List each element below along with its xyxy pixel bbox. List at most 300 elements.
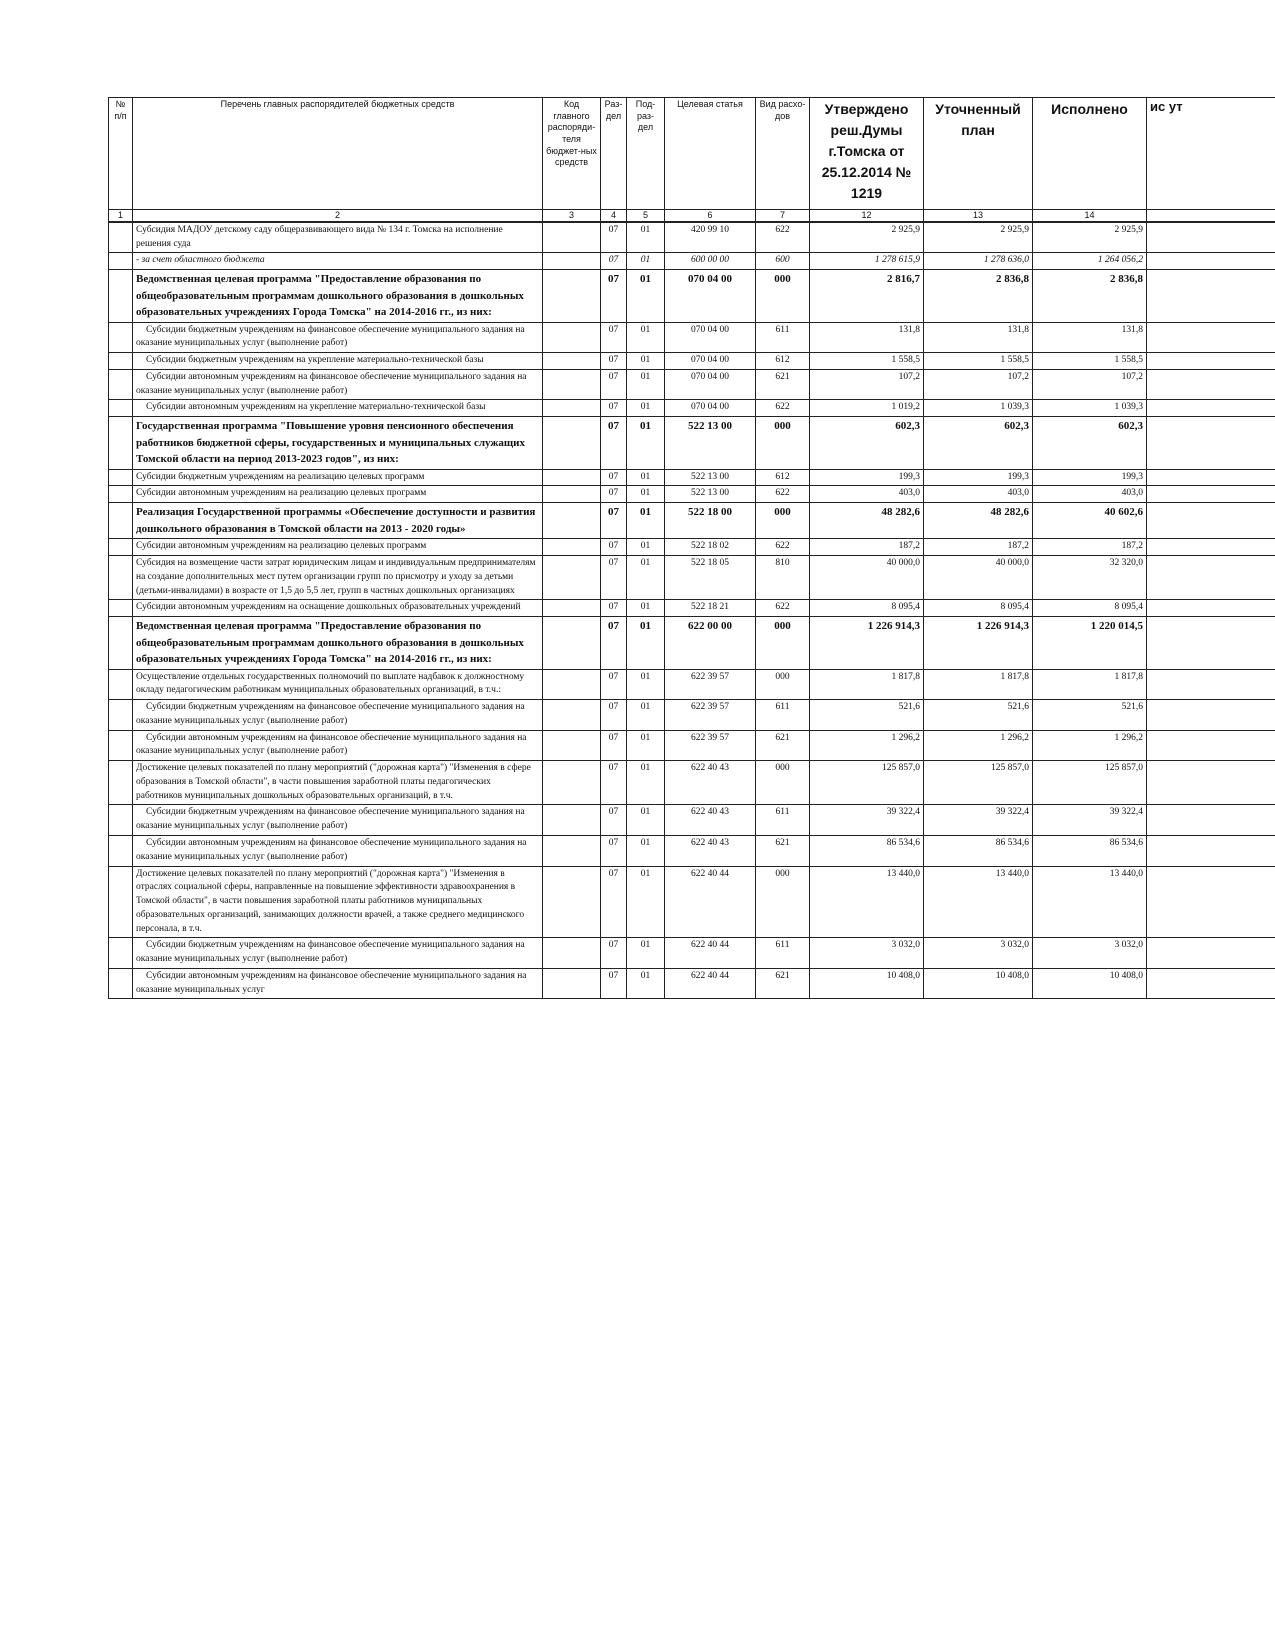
header-name: Перечень главных распорядителей бюджетных средств (133, 98, 543, 210)
row-vid: 000 (756, 617, 810, 670)
table-row (109, 617, 1275, 670)
row-num (109, 866, 133, 938)
row-code (543, 938, 601, 969)
row-done: 3 032,0 (1033, 938, 1147, 969)
row-approved: 86 534,6 (810, 835, 924, 866)
row-done: 32 320,0 (1033, 555, 1147, 599)
row-num (109, 761, 133, 805)
row-num (109, 417, 133, 470)
row-num (109, 835, 133, 866)
row-razdel: 07 (601, 400, 627, 417)
row-vid: 600 (756, 253, 810, 270)
row-code (543, 400, 601, 417)
row-cut (1147, 503, 1275, 539)
row-razdel: 07 (601, 835, 627, 866)
row-podrazdel: 01 (627, 322, 665, 353)
row-vid: 000 (756, 270, 810, 323)
row-razdel: 07 (601, 600, 627, 617)
header-row (109, 98, 1275, 210)
header-approved: Утверждено реш.Думы г.Томска от 25.12.2014 № 1219 (810, 98, 924, 210)
row-cut (1147, 270, 1275, 323)
row-approved: 107,2 (810, 369, 924, 400)
row-statya: 522 18 05 (665, 555, 756, 599)
table-row (109, 417, 1275, 470)
row-name: Субсидии бюджетным учреждениям на финансовое обеспечение муниципального задания на оказание муниципальных услуг (выполнение работ) (133, 938, 543, 969)
table-row (109, 835, 1275, 866)
row-razdel: 07 (601, 866, 627, 938)
row-name: Ведомственная целевая программа "Предоставление образования по общеобразовательным программам дошкольного образования в дошкольных образовательных учреждениях Города Томска" на 2014-2016 гг., из них: (133, 270, 543, 323)
row-cut (1147, 730, 1275, 761)
row-statya: 070 04 00 (665, 353, 756, 370)
row-vid: 000 (756, 503, 810, 539)
row-vid: 611 (756, 700, 810, 731)
row-name: Субсидии бюджетным учреждениям на укрепление материально-технической базы (133, 353, 543, 370)
row-name: Субсидии автономным учреждениям на финансовое обеспечение муниципального задания на оказание муниципальных услуг (133, 968, 543, 999)
row-plan: 1 278 636,0 (924, 253, 1033, 270)
table-row (109, 600, 1275, 617)
column-number: 3 (543, 210, 601, 222)
row-done: 2 836,8 (1033, 270, 1147, 323)
row-code (543, 555, 601, 599)
row-done: 602,3 (1033, 417, 1147, 470)
row-num (109, 222, 133, 253)
row-cut (1147, 555, 1275, 599)
row-vid: 611 (756, 805, 810, 836)
row-cut (1147, 669, 1275, 700)
row-num (109, 486, 133, 503)
table-row (109, 322, 1275, 353)
row-cut (1147, 617, 1275, 670)
row-name: Субсидии бюджетным учреждениям на реализацию целевых программ (133, 469, 543, 486)
row-cut (1147, 835, 1275, 866)
row-approved: 1 558,5 (810, 353, 924, 370)
header-podrazdel: Под-раз-дел (627, 98, 665, 210)
row-code (543, 835, 601, 866)
row-done: 1 558,5 (1033, 353, 1147, 370)
row-num (109, 400, 133, 417)
table-row (109, 253, 1275, 270)
budget-report-sheet (108, 97, 1275, 999)
row-name: - за счет областного бюджета (133, 253, 543, 270)
row-name: Субсидии автономным учреждениям на финансовое обеспечение муниципального задания на оказание муниципальных услуг (выполнение работ) (133, 730, 543, 761)
row-cut (1147, 417, 1275, 470)
column-number: 7 (756, 210, 810, 222)
row-approved: 1 019,2 (810, 400, 924, 417)
table-row (109, 968, 1275, 999)
row-statya: 622 39 57 (665, 700, 756, 731)
row-plan: 125 857,0 (924, 761, 1033, 805)
row-approved: 125 857,0 (810, 761, 924, 805)
row-code (543, 761, 601, 805)
row-vid: 000 (756, 669, 810, 700)
row-plan: 107,2 (924, 369, 1033, 400)
row-name: Осуществление отдельных государственных полномочий по выплате надбавок к должностному окладу педагогическим работникам муниципальных образовательных организаций, в т.ч.: (133, 669, 543, 700)
row-cut (1147, 469, 1275, 486)
row-podrazdel: 01 (627, 369, 665, 400)
row-code (543, 669, 601, 700)
row-vid: 622 (756, 486, 810, 503)
row-podrazdel: 01 (627, 270, 665, 323)
row-num (109, 968, 133, 999)
header-statya: Целевая статья (665, 98, 756, 210)
row-razdel: 07 (601, 270, 627, 323)
row-num (109, 555, 133, 599)
row-code (543, 270, 601, 323)
row-plan: 2 836,8 (924, 270, 1033, 323)
row-razdel: 07 (601, 617, 627, 670)
row-podrazdel: 01 (627, 400, 665, 417)
table-row (109, 669, 1275, 700)
row-num (109, 539, 133, 556)
row-podrazdel: 01 (627, 968, 665, 999)
column-number: 5 (627, 210, 665, 222)
row-approved: 521,6 (810, 700, 924, 731)
row-approved: 8 095,4 (810, 600, 924, 617)
row-num (109, 617, 133, 670)
header-cut-column: ис ут (1147, 98, 1275, 210)
row-vid: 810 (756, 555, 810, 599)
row-name: Субсидии бюджетным учреждениям на финансовое обеспечение муниципального задания на оказание муниципальных услуг (выполнение работ) (133, 322, 543, 353)
row-done: 40 602,6 (1033, 503, 1147, 539)
row-num (109, 938, 133, 969)
table-row (109, 222, 1275, 253)
table-row (109, 761, 1275, 805)
row-podrazdel: 01 (627, 222, 665, 253)
row-name: Субсидии автономным учреждениям на финансовое обеспечение муниципального задания на оказание муниципальных услуг (выполнение работ) (133, 835, 543, 866)
column-number-row (109, 210, 1275, 222)
header-vid: Вид расхо-дов (756, 98, 810, 210)
row-razdel: 07 (601, 253, 627, 270)
row-plan: 3 032,0 (924, 938, 1033, 969)
row-num (109, 503, 133, 539)
row-razdel: 07 (601, 539, 627, 556)
row-vid: 611 (756, 938, 810, 969)
row-plan: 48 282,6 (924, 503, 1033, 539)
row-statya: 622 40 44 (665, 968, 756, 999)
row-num (109, 669, 133, 700)
row-code (543, 469, 601, 486)
row-statya: 622 40 44 (665, 866, 756, 938)
row-num (109, 805, 133, 836)
row-podrazdel: 01 (627, 938, 665, 969)
row-statya: 622 39 57 (665, 669, 756, 700)
column-number (1147, 210, 1275, 222)
row-podrazdel: 01 (627, 700, 665, 731)
row-cut (1147, 866, 1275, 938)
row-name: Субсидии автономным учреждениям на реализацию целевых программ (133, 486, 543, 503)
row-code (543, 968, 601, 999)
row-podrazdel: 01 (627, 805, 665, 836)
row-code (543, 700, 601, 731)
row-code (543, 369, 601, 400)
row-razdel: 07 (601, 761, 627, 805)
row-plan: 2 925,9 (924, 222, 1033, 253)
row-plan: 403,0 (924, 486, 1033, 503)
row-cut (1147, 938, 1275, 969)
row-plan: 1 817,8 (924, 669, 1033, 700)
row-statya: 622 40 43 (665, 805, 756, 836)
row-podrazdel: 01 (627, 617, 665, 670)
row-cut (1147, 353, 1275, 370)
row-plan: 40 000,0 (924, 555, 1033, 599)
row-vid: 612 (756, 353, 810, 370)
row-cut (1147, 761, 1275, 805)
row-done: 199,3 (1033, 469, 1147, 486)
budget-table (108, 97, 1275, 999)
row-name: Субсидии автономным учреждениям на реализацию целевых программ (133, 539, 543, 556)
row-name: Субсидии автономным учреждениям на укрепление материально-технической базы (133, 400, 543, 417)
row-code (543, 322, 601, 353)
header-done: Исполнено (1033, 98, 1147, 210)
row-razdel: 07 (601, 486, 627, 503)
row-razdel: 07 (601, 417, 627, 470)
row-num (109, 469, 133, 486)
table-row (109, 503, 1275, 539)
row-num (109, 600, 133, 617)
table-row (109, 353, 1275, 370)
row-approved: 3 032,0 (810, 938, 924, 969)
row-num (109, 322, 133, 353)
column-number: 14 (1033, 210, 1147, 222)
row-approved: 602,3 (810, 417, 924, 470)
row-done: 1 039,3 (1033, 400, 1147, 417)
row-code (543, 503, 601, 539)
row-approved: 131,8 (810, 322, 924, 353)
table-row (109, 539, 1275, 556)
row-plan: 13 440,0 (924, 866, 1033, 938)
row-cut (1147, 222, 1275, 253)
row-podrazdel: 01 (627, 539, 665, 556)
header-num: № п/п (109, 98, 133, 210)
header-code: Код главного распоряди-теля бюджет-ных средств (543, 98, 601, 210)
row-code (543, 600, 601, 617)
row-plan: 1 039,3 (924, 400, 1033, 417)
row-statya: 622 40 43 (665, 761, 756, 805)
row-cut (1147, 322, 1275, 353)
row-statya: 070 04 00 (665, 369, 756, 400)
table-body (109, 222, 1275, 999)
row-razdel: 07 (601, 353, 627, 370)
row-num (109, 253, 133, 270)
row-plan: 8 095,4 (924, 600, 1033, 617)
row-vid: 000 (756, 761, 810, 805)
row-done: 1 264 056,2 (1033, 253, 1147, 270)
row-approved: 10 408,0 (810, 968, 924, 999)
row-name: Достижение целевых показателей по плану мероприятий ("дорожная карта") "Изменения в сфере образования в Томской области", в части повышения заработной платы педагогических работников муниципальных дошкольных образовательных организаций, в т.ч. (133, 761, 543, 805)
row-statya: 622 00 00 (665, 617, 756, 670)
row-name: Субсидия МАДОУ детскому саду общеразвивающего вида № 134 г. Томска на исполнение решения суда (133, 222, 543, 253)
row-razdel: 07 (601, 222, 627, 253)
row-cut (1147, 600, 1275, 617)
row-done: 39 322,4 (1033, 805, 1147, 836)
column-number: 2 (133, 210, 543, 222)
row-name: Реализация Государственной программы «Обеспечение доступности и развития дошкольного образования в Томской области на 2013 - 2020 годы» (133, 503, 543, 539)
row-plan: 1 296,2 (924, 730, 1033, 761)
row-code (543, 253, 601, 270)
row-vid: 622 (756, 600, 810, 617)
row-code (543, 486, 601, 503)
table-row (109, 730, 1275, 761)
row-done: 86 534,6 (1033, 835, 1147, 866)
table-row (109, 270, 1275, 323)
row-cut (1147, 253, 1275, 270)
row-num (109, 353, 133, 370)
row-done: 131,8 (1033, 322, 1147, 353)
row-approved: 1 226 914,3 (810, 617, 924, 670)
row-cut (1147, 805, 1275, 836)
row-approved: 1 278 615,9 (810, 253, 924, 270)
row-razdel: 07 (601, 730, 627, 761)
row-statya: 420 99 10 (665, 222, 756, 253)
row-done: 2 925,9 (1033, 222, 1147, 253)
row-cut (1147, 539, 1275, 556)
row-vid: 612 (756, 469, 810, 486)
row-plan: 39 322,4 (924, 805, 1033, 836)
column-number: 4 (601, 210, 627, 222)
row-razdel: 07 (601, 322, 627, 353)
table-row (109, 469, 1275, 486)
row-plan: 131,8 (924, 322, 1033, 353)
row-done: 1 817,8 (1033, 669, 1147, 700)
table-row (109, 555, 1275, 599)
row-approved: 40 000,0 (810, 555, 924, 599)
row-done: 10 408,0 (1033, 968, 1147, 999)
table-row (109, 400, 1275, 417)
row-done: 1 220 014,5 (1033, 617, 1147, 670)
row-razdel: 07 (601, 555, 627, 599)
row-name: Ведомственная целевая программа "Предоставление образования по общеобразовательным программам дошкольного образования в дошкольных образовательных учреждениях Города Томска" на 2014-2016 гг., из них: (133, 617, 543, 670)
row-name: Достижение целевых показателей по плану мероприятий ("дорожная карта") "Изменения в отраслях социальной сферы, направленные на повышение эффективности здравоохранения в Томской области", в части повышения заработной платы работников муниципальных образовательных организаций, занимающих должности врачей, а также среднего медицинского персонала, в т.ч. (133, 866, 543, 938)
row-approved: 39 322,4 (810, 805, 924, 836)
column-number: 13 (924, 210, 1033, 222)
row-num (109, 270, 133, 323)
row-cut (1147, 700, 1275, 731)
row-approved: 199,3 (810, 469, 924, 486)
row-name: Субсидии автономным учреждениям на финансовое обеспечение муниципального задания на оказание муниципальных услуг (выполнение работ) (133, 369, 543, 400)
row-plan: 86 534,6 (924, 835, 1033, 866)
row-code (543, 353, 601, 370)
row-statya: 522 18 21 (665, 600, 756, 617)
column-number: 12 (810, 210, 924, 222)
row-name: Субсидии бюджетным учреждениям на финансовое обеспечение муниципального задания на оказание муниципальных услуг (выполнение работ) (133, 700, 543, 731)
row-vid: 611 (756, 322, 810, 353)
row-razdel: 07 (601, 469, 627, 486)
row-podrazdel: 01 (627, 353, 665, 370)
row-vid: 622 (756, 539, 810, 556)
row-done: 13 440,0 (1033, 866, 1147, 938)
row-podrazdel: 01 (627, 761, 665, 805)
row-name: Субсидии автономным учреждениям на оснащение дошкольных образовательных учреждений (133, 600, 543, 617)
row-cut (1147, 369, 1275, 400)
row-code (543, 539, 601, 556)
row-podrazdel: 01 (627, 253, 665, 270)
row-podrazdel: 01 (627, 469, 665, 486)
row-code (543, 417, 601, 470)
row-statya: 622 40 43 (665, 835, 756, 866)
row-vid: 622 (756, 222, 810, 253)
row-done: 521,6 (1033, 700, 1147, 731)
row-razdel: 07 (601, 369, 627, 400)
row-statya: 522 13 00 (665, 417, 756, 470)
row-razdel: 07 (601, 938, 627, 969)
row-approved: 13 440,0 (810, 866, 924, 938)
row-statya: 522 13 00 (665, 469, 756, 486)
row-num (109, 369, 133, 400)
row-statya: 622 40 44 (665, 938, 756, 969)
row-plan: 1 558,5 (924, 353, 1033, 370)
row-plan: 199,3 (924, 469, 1033, 486)
row-name: Субсидия на возмещение части затрат юридическим лицам и индивидуальным предпринимателям на создание дополнительных мест путем организации групп по присмотру и уходу за детьми (детьми-инвалидами) в возрасте от 1,5 до 5,5 лет, групп в частных дошкольных организациях (133, 555, 543, 599)
row-podrazdel: 01 (627, 669, 665, 700)
row-statya: 522 13 00 (665, 486, 756, 503)
row-plan: 521,6 (924, 700, 1033, 731)
row-podrazdel: 01 (627, 486, 665, 503)
row-done: 1 296,2 (1033, 730, 1147, 761)
row-vid: 000 (756, 417, 810, 470)
table-row (109, 805, 1275, 836)
row-approved: 403,0 (810, 486, 924, 503)
row-plan: 187,2 (924, 539, 1033, 556)
row-approved: 187,2 (810, 539, 924, 556)
row-cut (1147, 486, 1275, 503)
row-podrazdel: 01 (627, 417, 665, 470)
header-plan: Уточненный план (924, 98, 1033, 210)
row-vid: 621 (756, 968, 810, 999)
row-done: 107,2 (1033, 369, 1147, 400)
row-cut (1147, 400, 1275, 417)
row-done: 403,0 (1033, 486, 1147, 503)
table-row (109, 938, 1275, 969)
row-vid: 621 (756, 835, 810, 866)
header-razdel: Раз-дел (601, 98, 627, 210)
row-vid: 621 (756, 369, 810, 400)
table-row (109, 700, 1275, 731)
row-razdel: 07 (601, 805, 627, 836)
row-done: 8 095,4 (1033, 600, 1147, 617)
row-statya: 070 04 00 (665, 322, 756, 353)
row-code (543, 730, 601, 761)
table-row (109, 486, 1275, 503)
row-done: 187,2 (1033, 539, 1147, 556)
row-podrazdel: 01 (627, 503, 665, 539)
row-done: 125 857,0 (1033, 761, 1147, 805)
row-code (543, 617, 601, 670)
row-approved: 1 817,8 (810, 669, 924, 700)
row-podrazdel: 01 (627, 866, 665, 938)
row-statya: 600 00 00 (665, 253, 756, 270)
row-num (109, 730, 133, 761)
row-num (109, 700, 133, 731)
row-statya: 522 18 00 (665, 503, 756, 539)
row-name: Субсидии бюджетным учреждениям на финансовое обеспечение муниципального задания на оказание муниципальных услуг (выполнение работ) (133, 805, 543, 836)
table-row (109, 369, 1275, 400)
row-name: Государственная программа "Повышение уровня пенсионного обеспечения работников бюджетной сферы, государственных и муниципальных служащих Томской области на период 2013-2023 годов", из них: (133, 417, 543, 470)
row-podrazdel: 01 (627, 730, 665, 761)
row-plan: 10 408,0 (924, 968, 1033, 999)
row-vid: 621 (756, 730, 810, 761)
row-vid: 622 (756, 400, 810, 417)
row-statya: 522 18 02 (665, 539, 756, 556)
row-razdel: 07 (601, 669, 627, 700)
column-number: 1 (109, 210, 133, 222)
row-podrazdel: 01 (627, 555, 665, 599)
row-approved: 2 816,7 (810, 270, 924, 323)
row-statya: 070 04 00 (665, 270, 756, 323)
row-razdel: 07 (601, 700, 627, 731)
row-statya: 070 04 00 (665, 400, 756, 417)
row-approved: 2 925,9 (810, 222, 924, 253)
row-plan: 1 226 914,3 (924, 617, 1033, 670)
